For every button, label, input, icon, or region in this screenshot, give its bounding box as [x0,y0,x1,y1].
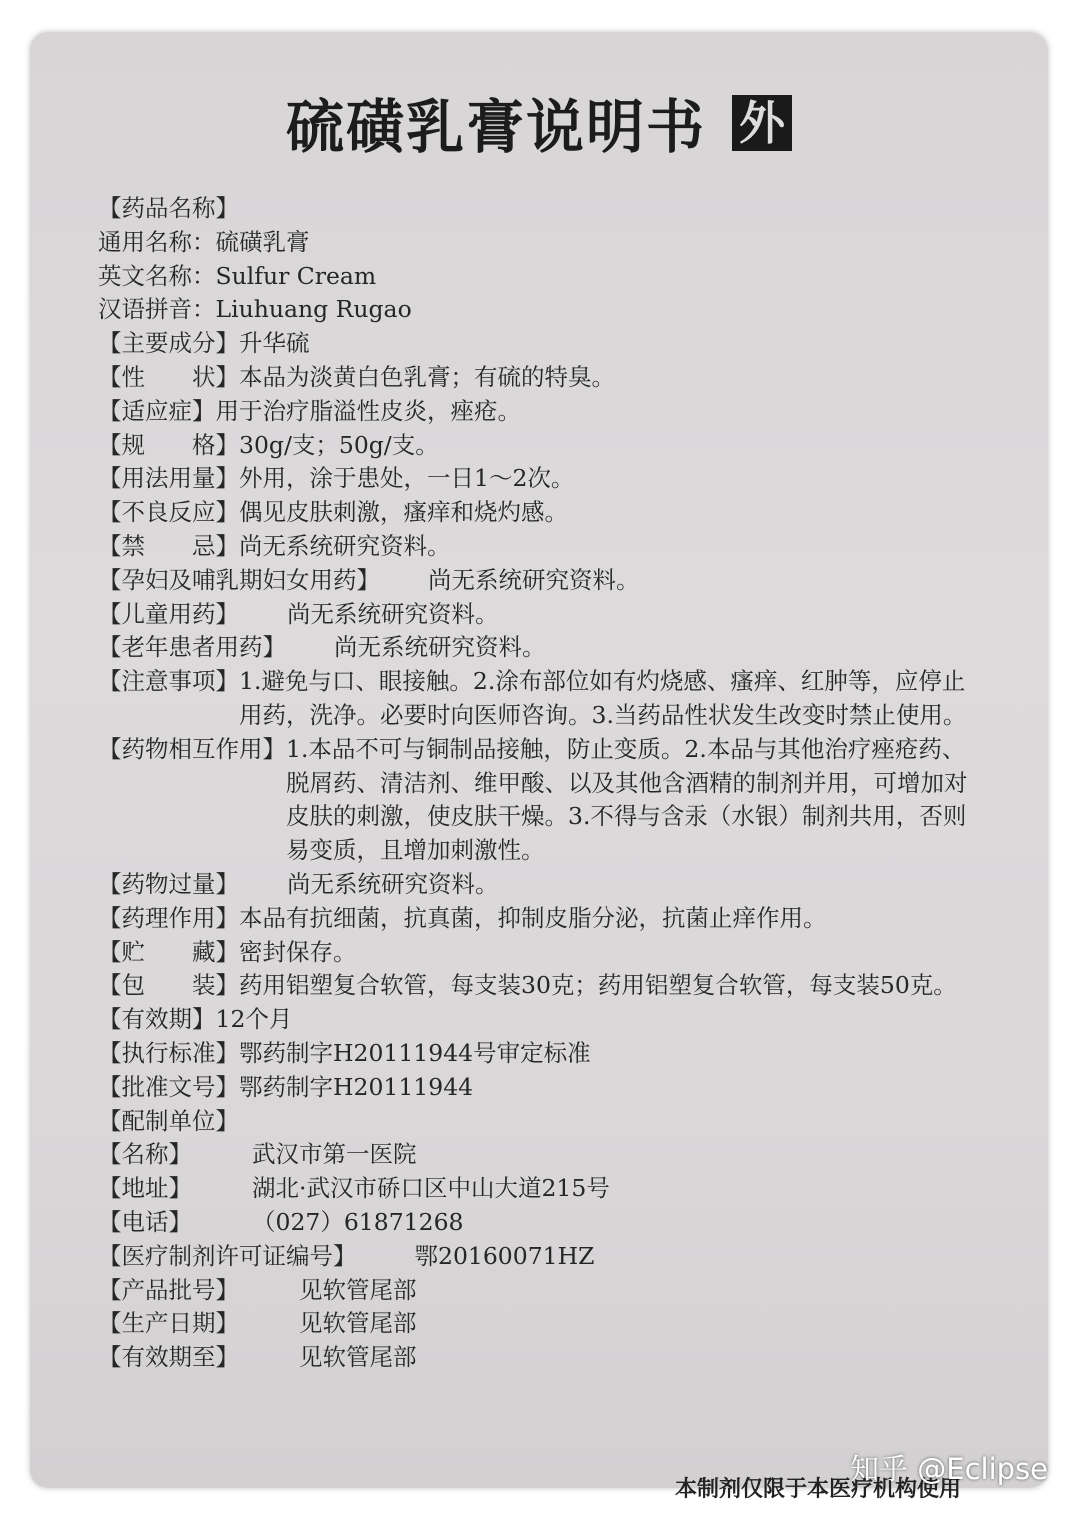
pharmacology-label: 【药理作用】 [98,903,239,932]
row-indication [98,395,978,429]
contra-label: 【禁 忌】 [98,531,239,560]
batch-value: 见软管尾部 [299,1275,417,1304]
phone-label: 【电话】 [98,1207,192,1236]
pregnancy-value: 尚无系统研究资料。 [428,565,640,594]
pinyin-name: 汉语拼音：Liuhuang Rugao [98,295,412,324]
batch-label: 【产品批号】 [98,1275,239,1304]
address-value: 湖北·武汉市硚口区中山大道215号 [252,1174,610,1203]
row-pregnancy [98,564,978,598]
children-value: 尚无系统研究资料。 [287,599,499,628]
row-overdose [98,868,978,902]
license-value: 鄂20160071HZ [414,1241,595,1270]
row-approval [98,1071,978,1105]
interaction-label: 【药物相互作用】 [98,734,286,763]
spec-value: 30g/支；50g/支。 [239,430,439,459]
description-label: 【性 状】 [98,362,239,391]
production-date-label: 【生产日期】 [98,1309,239,1338]
row-phone [98,1206,978,1240]
spec-label: 【规 格】 [98,430,239,459]
children-label: 【儿童用药】 [98,599,239,628]
title-text: 硫磺乳膏说明书 [285,93,706,161]
contra-value: 尚无系统研究资料。 [239,531,451,560]
instruction-sheet [30,32,1048,1502]
overdose-value: 尚无系统研究资料。 [287,869,499,898]
usage-value: 外用，涂于患处，一日1～2次。 [239,464,575,493]
ingredients-label: 【主要成分】 [98,329,239,358]
row-standard [98,1037,978,1071]
production-date-value: 见软管尾部 [299,1309,417,1338]
standard-value: 鄂药制字H20111944号审定标准 [239,1038,591,1067]
row-production-date [98,1307,978,1341]
expiry-value: 见软管尾部 [299,1343,417,1372]
usage-label: 【用法用量】 [98,464,239,493]
row-adverse [98,496,978,530]
maker-name-value: 武汉市第一医院 [252,1140,417,1169]
row-description [98,361,978,395]
row-packaging [98,969,978,1003]
approval-label: 【批准文号】 [98,1072,239,1101]
english-name: 英文名称：Sulfur Cream [98,261,377,290]
section-drug-name: 【药品名称】 [98,194,239,222]
document-body [98,192,978,1375]
row-license [98,1240,978,1274]
interaction-value: 1.本品不可与铜制品接触，防止变质。2.本品与其他治疗痤疮药、脱屑药、清洁剂、维甲酸、以及其他含酒精的制剂并用，可增加对皮肤的刺激，使皮肤干燥。3.不得与含汞（水银）制剂共用，否则易变质，且增加刺激性。 [286,734,968,865]
packaging-label: 【包 装】 [98,971,239,1000]
standard-label: 【执行标准】 [98,1038,239,1067]
row-spec [98,429,978,463]
adverse-label: 【不良反应】 [98,498,239,527]
maker-name-label: 【名称】 [98,1140,192,1169]
row-pharmacology [98,902,978,936]
section-maker: 【配制单位】 [98,1106,239,1135]
external-use-badge: 外 [732,95,792,151]
storage-value: 密封保存。 [239,937,357,966]
watermark: 知乎 @Eclipse [850,1452,1048,1486]
pregnancy-label: 【孕妇及哺乳期妇女用药】 [98,565,380,594]
footer-note: 本制剂仅限于本医疗机构使用 [675,1476,962,1502]
row-validity [98,1003,978,1037]
row-expiry [98,1341,978,1375]
ingredients-value: 升华硫 [239,329,310,358]
packaging-value: 药用铝塑复合软管，每支装30克；药用铝塑复合软管，每支装50克。 [239,971,957,1000]
indication-label: 【适应症】 [98,396,216,425]
elderly-label: 【老年患者用药】 [98,633,286,662]
row-interaction [98,733,978,868]
row-maker-name [98,1138,978,1172]
description-value: 本品为淡黄白色乳膏；有硫的特臭。 [239,362,615,391]
phone-value: （027）61871268 [252,1207,464,1236]
address-label: 【地址】 [98,1174,192,1203]
storage-label: 【贮 藏】 [98,937,239,966]
generic-name: 通用名称：硫磺乳膏 [98,227,310,256]
caution-label: 【注意事项】 [98,667,239,696]
pharmacology-value: 本品有抗细菌，抗真菌，抑制皮脂分泌，抗菌止痒作用。 [239,903,827,932]
row-usage [98,462,978,496]
adverse-value: 偶见皮肤刺激，瘙痒和烧灼感。 [239,498,568,527]
expiry-label: 【有效期至】 [98,1343,239,1372]
indication-value: 用于治疗脂溢性皮炎，痤疮。 [215,396,521,425]
page-title [30,80,1048,164]
row-batch [98,1274,978,1308]
row-children [98,598,978,632]
elderly-value: 尚无系统研究资料。 [334,633,546,662]
row-address [98,1172,978,1206]
license-label: 【医疗制剂许可证编号】 [98,1241,357,1270]
approval-value: 鄂药制字H20111944 [239,1072,474,1101]
row-elderly [98,631,978,665]
row-storage [98,936,978,970]
row-ingredients [98,327,978,361]
validity-label: 【有效期】 [98,1005,216,1034]
row-contraindication [98,530,978,564]
caution-value: 1.避免与口、眼接触。2.涂布部位如有灼烧感、瘙痒、红肿等，应停止用药，洗净。必要时向医师咨询。3.当药品性状发生改变时禁止使用。 [239,667,967,729]
overdose-label: 【药物过量】 [98,869,239,898]
row-caution [98,665,978,733]
validity-value: 12个月 [215,1005,293,1034]
